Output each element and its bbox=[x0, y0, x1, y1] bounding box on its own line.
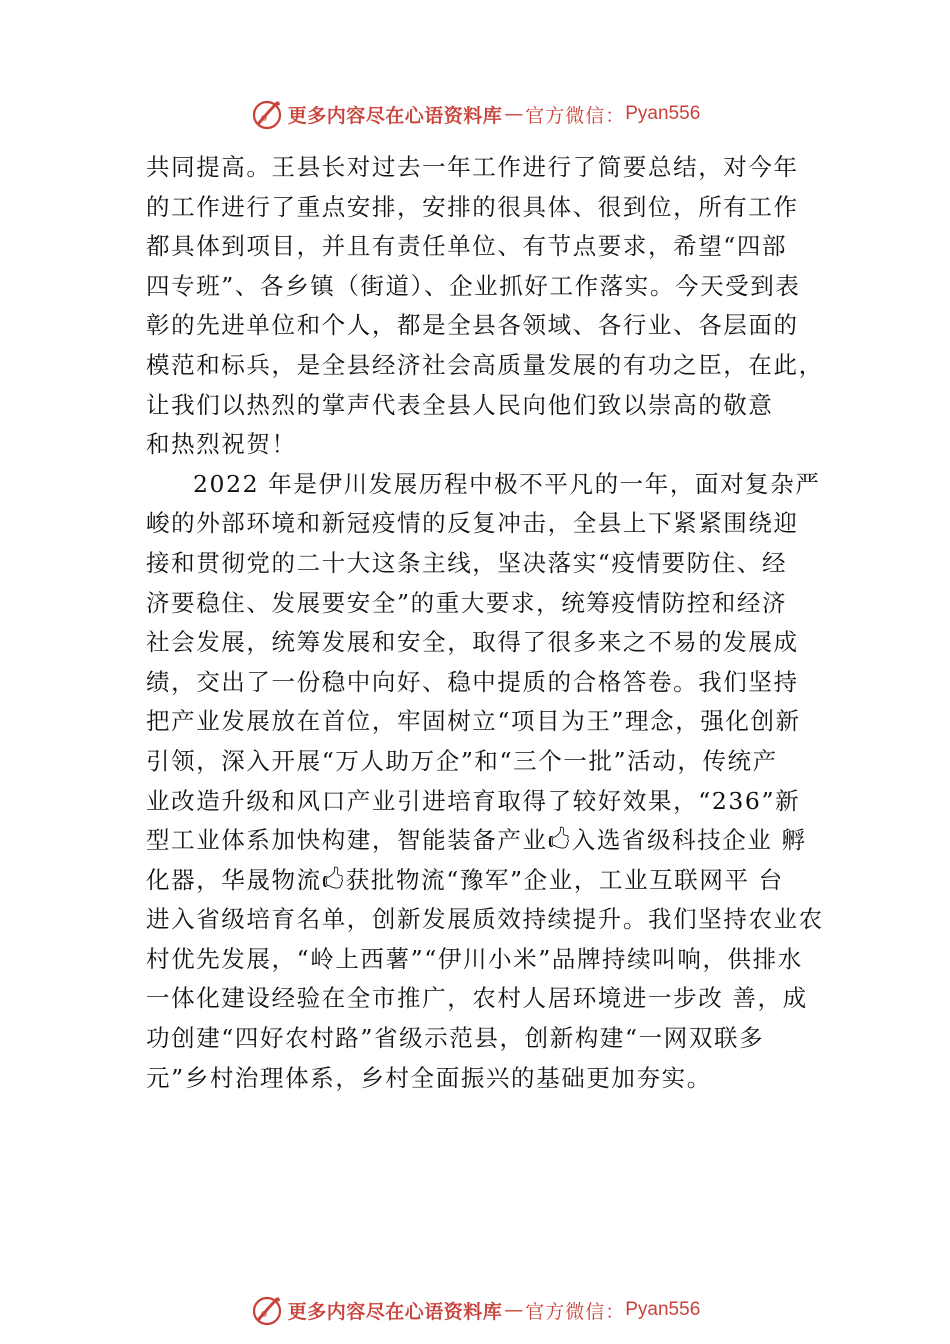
body-line: 引领，深入开展“万人助万企”和“三个一批”活动，传统产 bbox=[146, 746, 778, 775]
header-brand: 更多内容尽在心语资料库 bbox=[287, 104, 503, 127]
footer-wechat-label: 官方微信： bbox=[525, 1300, 626, 1323]
footer-banner bbox=[0, 1290, 950, 1330]
body-line: 峻的外部环境和新冠疫情的反复冲击，全县上下紧紧围绕迎 bbox=[146, 509, 799, 538]
body-line: 2022 年是伊川发展历程中极不平凡的一年，面对复杂严 bbox=[193, 469, 821, 498]
header-handle: Pyan556 bbox=[625, 103, 701, 124]
header-wechat-label: 官方微信： bbox=[525, 104, 626, 127]
footer-separator: — bbox=[504, 1299, 524, 1321]
body-line: 的工作进行了重点安排，安排的很具体、很到位，所有工作 bbox=[146, 192, 799, 221]
body-line: 进入省级培育名单，创新发展质效持续提升。我们坚持农业农 bbox=[146, 905, 824, 934]
body-line: 型工业体系加快构建，智能装备产业🖒入选省级科技企业 孵 bbox=[146, 826, 807, 855]
brush-logo-icon bbox=[250, 97, 284, 131]
body-line: 模范和标兵，是全县经济社会高质量发展的有功之臣，在此， bbox=[146, 350, 824, 379]
footer-handle: Pyan556 bbox=[625, 1299, 701, 1320]
body-line: 彰的先进单位和个人，都是全县各领域、各行业、各层面的 bbox=[146, 311, 799, 340]
body-line: 村优先发展，“岭上西薯”“伊川小米”品牌持续叫响，供排水 bbox=[146, 944, 803, 973]
body-line: 一体化建设经验在全市推广，农村人居环境进一步改 善，成 bbox=[146, 984, 808, 1013]
body-line: 业改造升级和风口产业引进培育取得了较好效果，“236”新 bbox=[146, 786, 801, 815]
body-line: 元”乡村治理体系，乡村全面振兴的基础更加夯实。 bbox=[146, 1063, 712, 1092]
body-line: 把产业发展放在首位，牢固树立“项目为王”理念，强化创新 bbox=[146, 707, 801, 736]
body-line: 化器，华晟物流🖒获批物流“豫军”企业，工业互联网平 台 bbox=[146, 865, 784, 894]
header-separator: — bbox=[504, 103, 524, 125]
body-line: 四专班”、各乡镇（街道）、企业抓好工作落实。今天受到表 bbox=[146, 271, 801, 300]
body-line: 共同提高。王县长对过去一年工作进行了简要总结，对今年 bbox=[146, 153, 799, 181]
body-line: 社会发展，统筹发展和安全，取得了很多来之不易的发展成 bbox=[146, 628, 799, 657]
footer-brand: 更多内容尽在心语资料库 bbox=[287, 1300, 503, 1323]
body-line: 济要稳住、发展要安全”的重大要求，统筹疫情防控和经济 bbox=[146, 588, 788, 617]
body-line: 接和贯彻党的二十大这条主线，坚决落实“疫情要防住、经 bbox=[146, 548, 788, 577]
body-line: 都具体到项目，并且有责任单位、有节点要求，希望“四部 bbox=[146, 232, 788, 261]
brush-logo-icon bbox=[250, 1293, 284, 1327]
document-body bbox=[146, 148, 824, 1098]
body-line: 和热烈祝贺！ bbox=[146, 430, 297, 459]
header-banner bbox=[0, 94, 950, 134]
body-line: 功创建“四好农村路”省级示范县，创新构建“一网双联多 bbox=[146, 1024, 765, 1053]
body-line: 让我们以热烈的掌声代表全县人民向他们致以崇高的敬意 bbox=[146, 390, 774, 419]
body-line: 绩，交出了一份稳中向好、稳中提质的合格答卷。我们坚持 bbox=[146, 667, 799, 696]
